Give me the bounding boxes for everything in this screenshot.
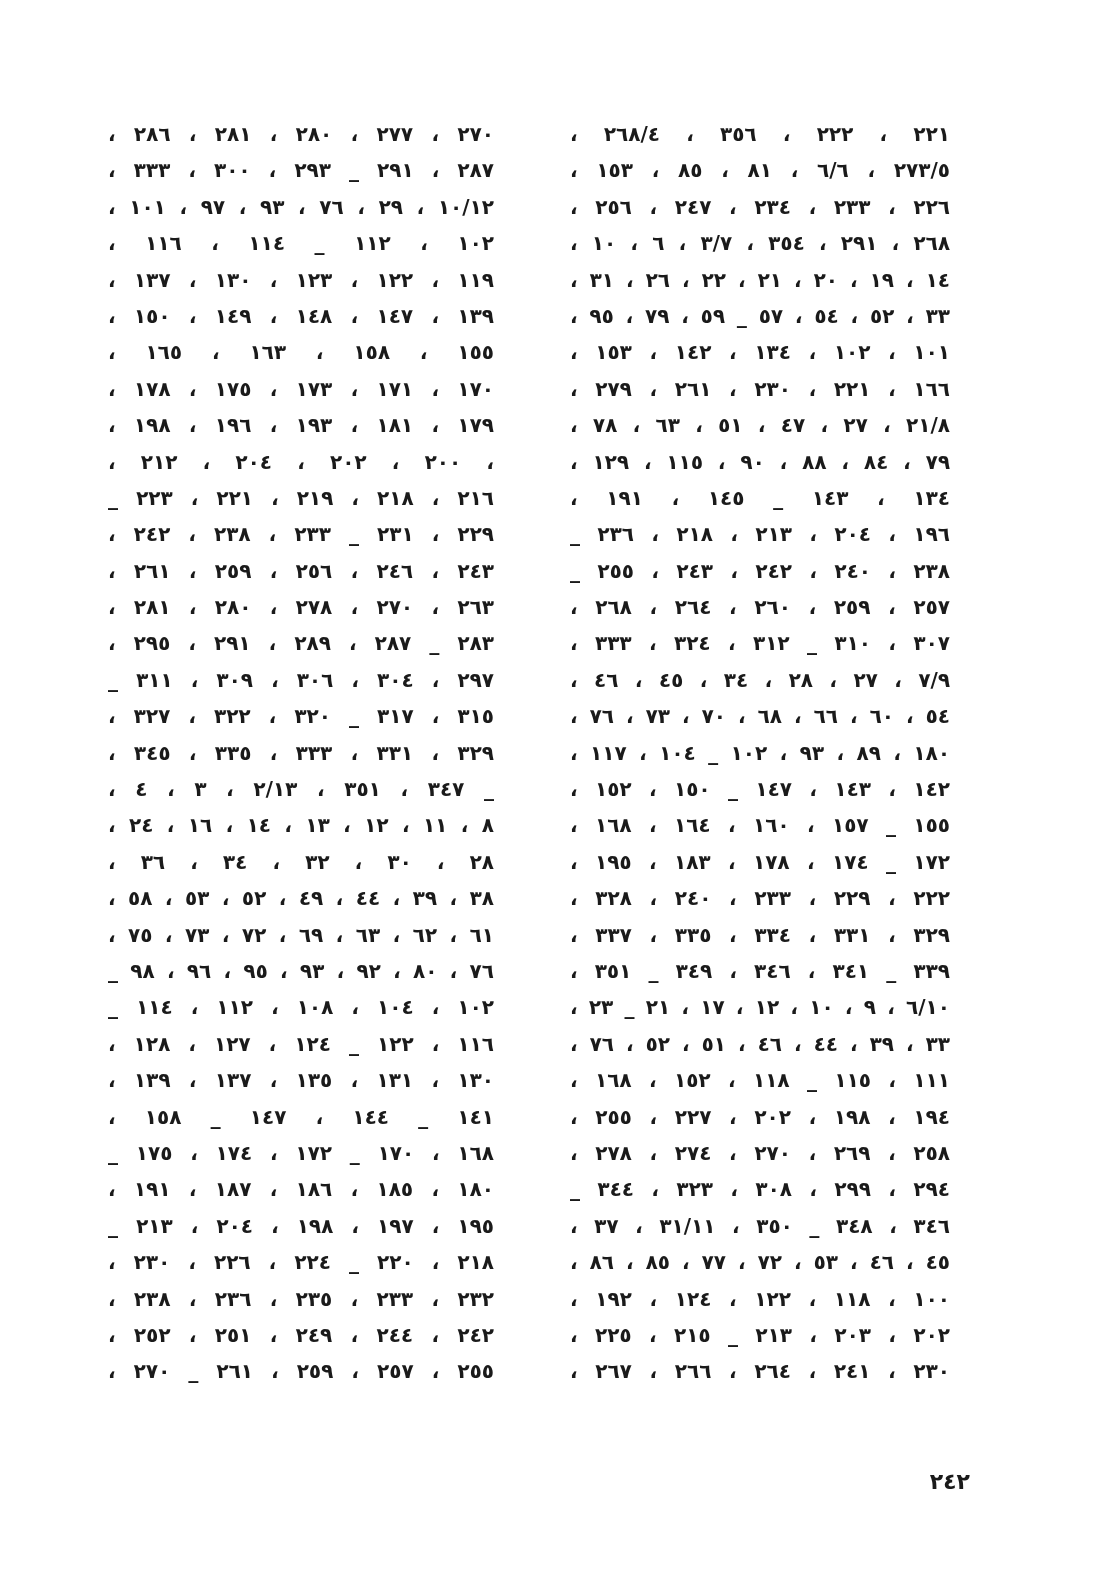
index-line: ٣٢٩ ، ٣٣١ ، ٣٣٣ ، ٣٣٥ ، ٣٤٥ ، <box>108 740 494 765</box>
index-line: ٢٨ ، ٣٠ ، ٣٢ ، ٣٤ ، ٣٦ ، <box>108 849 494 874</box>
index-line: ٢٦٨ ، ٢٩١ ، ٣٥٤ ، ٣/٧ ، ٦ ، ١٠ ، <box>570 231 950 256</box>
index-line: ٢١/٨ ، ٢٧ ، ٤٧ ، ٥١ ، ٦٣ ، ٧٨ ، <box>570 413 950 438</box>
index-line: ٣٣ ، ٣٩ ، ٤٤ ، ٤٦ ، ٥١ ، ٥٢ ، ٧٦ ، <box>570 1031 950 1056</box>
index-line: ٨ ، ١١ ، ١٢ ، ١٣ ، ١٤ ، ١٦ ، ٢٤ ، <box>108 813 494 838</box>
index-line: ٢٩٤ ، ٢٩٩ ، ٣٠٨ ، ٣٢٣ ، ٣٤٤ _ <box>570 1177 950 1202</box>
index-line: ٣٠٧ ، ٣١٠ _ ٣١٢ ، ٣٢٤ ، ٣٣٣ ، <box>570 631 950 656</box>
index-line: ٢٥٥ ، ٢٥٧ ، ٢٥٩ ، ٢٦١ _ ٢٧٠ ، <box>108 1359 494 1384</box>
index-line: ٢٥٧ ، ٢٥٩ ، ٢٦٠ ، ٢٦٤ ، ٢٦٨ ، <box>570 595 950 620</box>
index-column-left <box>108 116 494 1390</box>
index-line: ١٤ ، ١٩ ، ٢٠ ، ٢١ ، ٢٢ ، ٢٦ ، ٣١ ، <box>570 267 950 292</box>
index-line: ١٠٢ ، ١١٢ _ ١١٤ ، ١١٦ ، <box>108 231 494 256</box>
index-line: ١٨٠ ، ١٨٥ ، ١٨٦ ، ١٨٧ ، ١٩١ ، <box>108 1177 494 1202</box>
index-line: ١١٦ ، ١٢٢ _ ١٢٤ ، ١٢٧ ، ١٢٨ ، <box>108 1031 494 1056</box>
index-line: ٦/١٠ ، ٩ ، ١٠ ، ١٢ ، ١٧ ، ٢١ _ ٢٣ ، <box>570 995 950 1020</box>
index-line: ١٠٠ ، ١١٨ ، ١٢٢ ، ١٢٤ ، ١٩٢ ، <box>570 1286 950 1311</box>
index-line: ٢٢٦ ، ٢٣٣ ، ٢٣٤ ، ٢٤٧ ، ٢٥٦ ، <box>570 194 950 219</box>
page-number: ٢٤٢ <box>929 1470 970 1495</box>
index-line: ١٦٦ ، ٢٢١ ، ٢٣٠ ، ٢٦١ ، ٢٧٩ ، <box>570 376 950 401</box>
index-line: ١٦٨ ، ١٧٠ _ ١٧٢ ، ١٧٤ ، ١٧٥ _ <box>108 1140 494 1165</box>
index-line: ٧٦ ، ٨٠ ، ٩٢ ، ٩٣ ، ٩٥ ، ٩٦ ، ٩٨ _ <box>108 958 494 983</box>
index-line: ٢٤٢ ، ٢٤٤ ، ٢٤٩ ، ٢٥١ ، ٢٥٢ ، <box>108 1322 494 1347</box>
index-line: ٣٣٩ _ ٣٤١ ، ٣٤٦ ، ٣٤٩ _ ٣٥١ ، <box>570 958 950 983</box>
index-line: ١٨٠ ، ٨٩ ، ٩٣ ، ١٠٢ _ ١٠٤ ، ١١٧ ، <box>570 740 950 765</box>
index-column-right <box>570 116 950 1390</box>
index-line: ، ٢٠٠ ، ٢٠٢ ، ٢٠٤ ، ٢١٢ ، <box>108 449 494 474</box>
index-line: ٥٤ ، ٦٠ ، ٦٦ ، ٦٨ ، ٧٠ ، ٧٣ ، ٧٦ ، <box>570 704 950 729</box>
index-line: ١٩٦ ، ٢٠٤ ، ٢١٣ ، ٢١٨ ، ٢٣٦ _ <box>570 522 950 547</box>
index-line: ١٠١ ، ١٠٢ ، ١٣٤ ، ١٤٢ ، ١٥٣ ، <box>570 340 950 365</box>
index-line: ١٧٠ ، ١٧١ ، ١٧٣ ، ١٧٥ ، ١٧٨ ، <box>108 376 494 401</box>
index-line: ١١٩ ، ١٢٢ ، ١٢٣ ، ١٣٠ ، ١٣٧ ، <box>108 267 494 292</box>
index-line: ١٣٠ ، ١٣١ ، ١٣٥ ، ١٣٧ ، ١٣٩ ، <box>108 1068 494 1093</box>
index-line: ٧/٩ ، ٢٧ ، ٢٨ ، ٣٤ ، ٤٥ ، ٤٦ ، <box>570 667 950 692</box>
index-line: ٧٩ ، ٨٤ ، ٨٨ ، ٩٠ ، ١١٥ ، ١٢٩ ، <box>570 449 950 474</box>
index-line: ٢٣٨ ، ٢٤٠ ، ٢٤٢ ، ٢٤٣ ، ٢٥٥ _ <box>570 558 950 583</box>
index-line: ١٩٥ ، ١٩٧ ، ١٩٨ ، ٢٠٤ ، ٢١٣ _ <box>108 1213 494 1238</box>
index-line: ١٧٩ ، ١٨١ ، ١٩٣ ، ١٩٦ ، ١٩٨ ، <box>108 413 494 438</box>
index-line: ٢٧٣/٥ ، ٦/٦ ، ٨١ ، ٨٥ ، ١٥٣ ، <box>570 158 950 183</box>
index-line: ٣٤٦ ، ٣٤٨ _ ٣٥٠ ، ٣١/١١ ، ٣٧ ، <box>570 1213 950 1238</box>
index-line: ٢٨٧ ، ٢٩١ _ ٢٩٣ ، ٣٠٠ ، ٣٣٣ ، <box>108 158 494 183</box>
index-line: ٢٣٢ ، ٢٣٣ ، ٢٣٥ ، ٢٣٦ ، ٢٣٨ ، <box>108 1286 494 1311</box>
index-line: ٣١٥ ، ٣١٧ _ ٣٢٠ ، ٣٢٢ ، ٣٢٧ ، <box>108 704 494 729</box>
index-line: ٣٢٩ ، ٣٣١ ، ٣٣٤ ، ٣٣٥ ، ٣٣٧ ، <box>570 922 950 947</box>
index-line: ١١١ ، ١١٥ _ ١١٨ ، ١٥٢ ، ١٦٨ ، <box>570 1068 950 1093</box>
index-line: ٢١٨ ، ٢٢٠ _ ٢٢٤ ، ٢٢٦ ، ٢٣٠ ، <box>108 1250 494 1275</box>
index-line: ٢٢٩ ، ٢٣١ _ ٢٣٣ ، ٢٣٨ ، ٢٤٢ ، <box>108 522 494 547</box>
index-line: ٣٣ ، ٥٢ ، ٥٤ ، ٥٧ _ ٥٩ ، ٧٩ ، ٩٥ ، <box>570 303 950 328</box>
index-line: ٦١ ، ٦٢ ، ٦٣ ، ٦٩ ، ٧٢ ، ٧٣ ، ٧٥ ، <box>108 922 494 947</box>
index-line: ٢٣٠ ، ٢٤١ ، ٢٦٤ ، ٢٦٦ ، ٢٦٧ ، <box>570 1359 950 1384</box>
index-line: ١٧٢ _ ١٧٤ ، ١٧٨ ، ١٨٣ ، ١٩٥ ، <box>570 849 950 874</box>
index-line: ١٠٢ ، ١٠٤ ، ١٠٨ ، ١١٢ ، ١١٤ _ <box>108 995 494 1020</box>
index-line: ١٣٤ ، ١٤٣ _ ١٤٥ ، ١٩١ ، <box>570 485 950 510</box>
index-line: ١٩٤ ، ١٩٨ ، ٢٠٢ ، ٢٢٧ ، ٢٥٥ ، <box>570 1104 950 1129</box>
index-line: ١٣٩ ، ١٤٧ ، ١٤٨ ، ١٤٩ ، ١٥٠ ، <box>108 303 494 328</box>
index-line: ١٥٥ ، ١٥٨ ، ١٦٣ ، ١٦٥ ، <box>108 340 494 365</box>
index-line: ٤٥ ، ٤٦ ، ٥٣ ، ٧٢ ، ٧٧ ، ٨٥ ، ٨٦ ، <box>570 1250 950 1275</box>
index-line: ٣٨ ، ٣٩ ، ٤٤ ، ٤٩ ، ٥٢ ، ٥٣ ، ٥٨ ، <box>108 886 494 911</box>
index-line: ١٤٢ ، ١٤٣ ، ١٤٧ _ ١٥٠ ، ١٥٢ ، <box>570 777 950 802</box>
index-line: ٢٠٢ ، ٢٠٣ ، ٢١٣ _ ٢١٥ ، ٢٢٥ ، <box>570 1322 950 1347</box>
index-line: ٢٥٨ ، ٢٦٩ ، ٢٧٠ ، ٢٧٤ ، ٢٧٨ ، <box>570 1140 950 1165</box>
index-line: _ ٣٤٧ ، ٣٥١ ، ٢/١٣ ، ٣ ، ٤ ، <box>108 777 494 802</box>
index-line: ٢٢١ ، ٢٢٢ ، ٣٥٦ ، ٢٦٨/٤ ، <box>570 122 950 146</box>
index-line: ٢٦٣ ، ٢٧٠ ، ٢٧٨ ، ٢٨٠ ، ٢٨١ ، <box>108 595 494 620</box>
index-line: ١٠/١٢ ، ٢٩ ، ٧٦ ، ٩٣ ، ٩٧ ، ١٠١ ، <box>108 194 494 219</box>
index-line: ٢٨٣ _ ٢٨٧ ، ٢٨٩ ، ٢٩١ ، ٢٩٥ ، <box>108 631 494 656</box>
index-line: ٢٤٣ ، ٢٤٦ ، ٢٥٦ ، ٢٥٩ ، ٢٦١ ، <box>108 558 494 583</box>
index-line: ٢٧٠ ، ٢٧٧ ، ٢٨٠ ، ٢٨١ ، ٢٨٦ ، <box>108 122 494 146</box>
index-line: ٢٢٢ ، ٢٢٩ ، ٢٣٣ ، ٢٤٠ ، ٣٢٨ ، <box>570 886 950 911</box>
index-line: ١٥٥ _ ١٥٧ ، ١٦٠ ، ١٦٤ ، ١٦٨ ، <box>570 813 950 838</box>
index-line: ٢١٦ ، ٢١٨ ، ٢١٩ ، ٢٢١ ، ٢٢٣ _ <box>108 485 494 510</box>
index-line: ٢٩٧ ، ٣٠٤ ، ٣٠٦ ، ٣٠٩ ، ٣١١ _ <box>108 667 494 692</box>
index-line: ١٤١ _ ١٤٤ ، ١٤٧ _ ١٥٨ ، <box>108 1104 494 1129</box>
